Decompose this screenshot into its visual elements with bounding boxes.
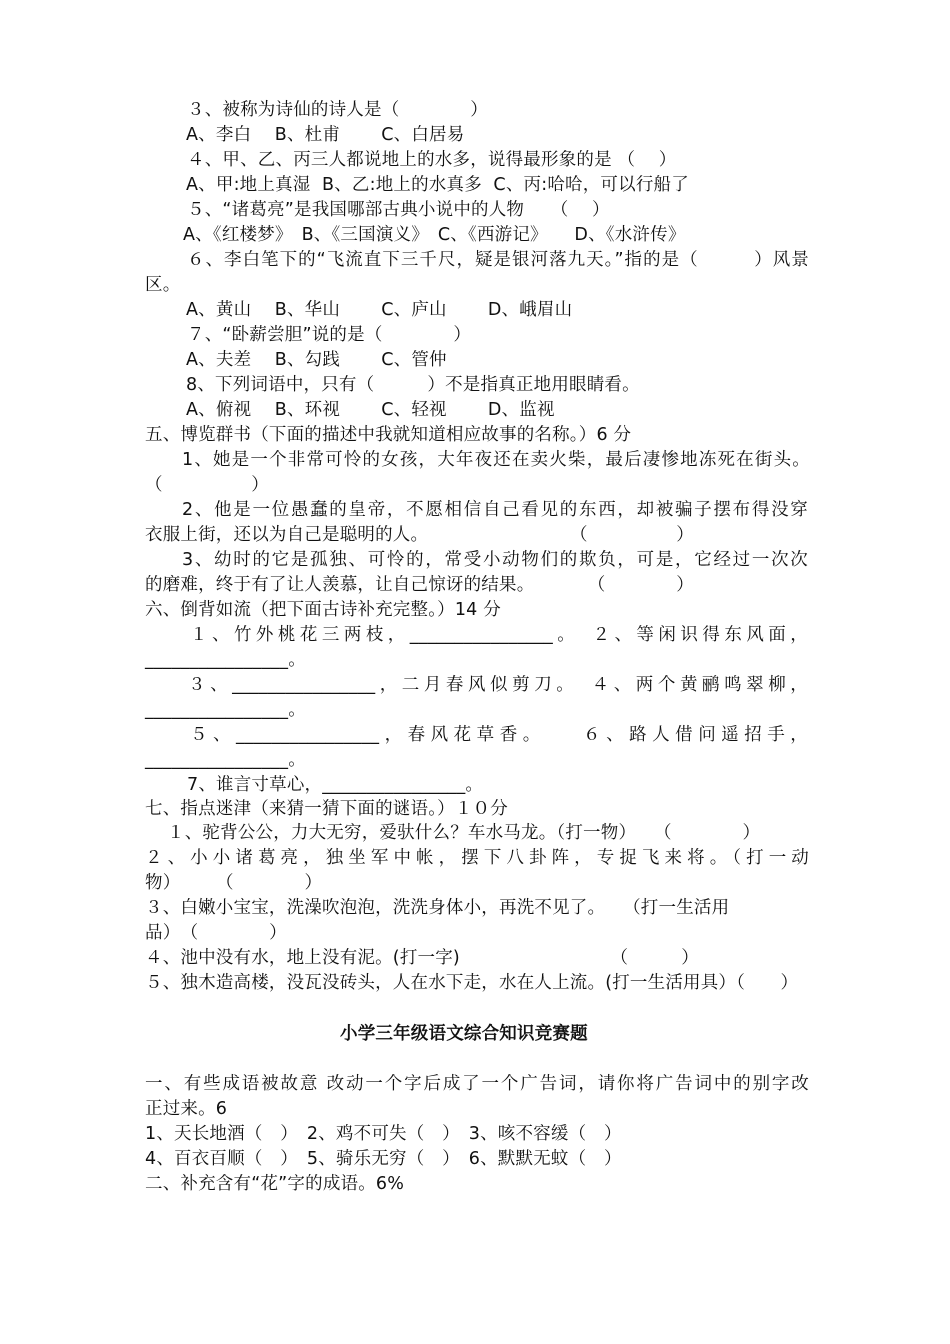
riddle-3-line-2: 品） （ ）: [145, 923, 287, 943]
contest-title: 小学三年级语文综合知识竞赛题: [340, 1024, 588, 1044]
question-8-options: A、俯视 B、环视 C、轻视 D、监视: [186, 400, 555, 420]
section-5-q2-line-2: 衣服上街，还以为自己是聪明的人。 （ ）: [145, 525, 694, 545]
idiom-row-1: 1、天长地酒（ ） 2、鸡不可失（ ） 3、咳不容缓（ ）: [145, 1124, 622, 1144]
question-6-options: A、黄山 B、华山 C、庐山 D、峨眉山: [186, 300, 573, 320]
section-5-q3-line-2: 的磨难，终于有了让人羡慕，让自己惊讶的结果。 （ ）: [145, 575, 694, 595]
section-5-q3-line-1: 3、幼时的它是孤独、可怜的，常受小动物们的欺负，可是，它经过一次次: [182, 550, 808, 570]
riddle-5: ５、独木造高楼，没瓦没砖头，人在水下走，水在人上流。(打一生活用具）（ ）: [145, 973, 799, 993]
riddle-3-line-1: ３、白嫩小宝宝，洗澡吹泡泡，洗洗身体小，再洗不见了。 （打一生活用: [145, 898, 730, 918]
question-4: ４、甲、乙、丙三人都说地上的水多，说得最形象的是 （ ）: [187, 150, 677, 170]
poem-line-1: １、竹外桃花三两枝，________________。 ２、等闲识得东风面，: [190, 625, 808, 645]
section-7-heading: 七、指点迷津（来猜一猜下面的谜语。）１０分: [145, 799, 508, 819]
poem-line-1-blank: ________________。: [145, 650, 306, 670]
poem-line-4: 7、谁言寸草心，________________。: [187, 775, 484, 795]
idiom-row-2: 4、百衣百顺（ ） 5、骑乐无穷（ ） 6、默默无蚊（ ）: [145, 1149, 622, 1169]
question-6-line-1: ６、李白笔下的“飞流直下三千尺，疑是银河落九天。”指的是（ ）风景: [187, 250, 809, 270]
poem-line-3: ５、________________，春风花草香。 ６、路人借问遥招手，: [190, 725, 808, 745]
poem-line-3-blank: ________________。: [145, 750, 306, 770]
section-5-q1-line-1: 1、她是一个非常可怜的女孩，大年夜还在卖火柴，最后凄惨地冻死在街头。: [182, 450, 810, 470]
riddle-2-line-1: ２、小小诸葛亮，独坐军中帐，摆下八卦阵，专捉飞来将。（打一动: [145, 848, 809, 868]
question-8: 8、下列词语中，只有（ ）不是指真正地用眼睛看。: [186, 375, 640, 395]
question-3-options: A、李白 B、杜甫 C、白居易: [186, 125, 465, 145]
question-7: ７、“卧薪尝胆”说的是（ ）: [187, 325, 472, 345]
section-6-heading: 六、倒背如流（把下面古诗补充完整。）14 分: [145, 600, 501, 620]
question-5: ５、“诸葛亮”是我国哪部古典小说中的人物 （ ）: [187, 200, 610, 220]
section-5-heading: 五、博览群书（下面的描述中我就知道相应故事的名称。）6 分: [145, 425, 632, 445]
section-5-q1-line-2: （ ）: [145, 475, 269, 495]
question-6-line-2: 区。: [145, 275, 181, 295]
question-4-options: A、甲:地上真湿 B、乙:地上的水真多 C、丙:哈哈，可以行船了: [186, 175, 689, 195]
riddle-4: ４、池中没有水，地上没有泥。(打一字) （ ）: [145, 948, 700, 968]
poem-line-2-blank: ________________。: [145, 700, 306, 720]
contest-section-2: 二、补充含有“花”字的成语。6%: [145, 1174, 405, 1194]
contest-section-1-line-2: 正过来。6: [145, 1099, 228, 1119]
section-5-q2-line-1: 2、他是一位愚蠢的皇帝，不愿相信自己看见的东西，却被骗子摆布得没穿: [182, 500, 808, 520]
question-5-options: A、《红楼梦》 B、《三国演义》 C、《西游记》 D、《水浒传》: [183, 225, 686, 245]
riddle-2-line-2: 物） （ ）: [145, 873, 323, 893]
question-7-options: A、夫差 B、勾践 C、管仲: [186, 350, 447, 370]
poem-line-2: ３、________________，二月春风似剪刀。 ４、两个黄鹂鸣翠柳，: [188, 675, 808, 695]
contest-section-1-line-1: 一、有些成语被故意 改动一个字后成了一个广告词，请你将广告词中的别字改: [145, 1074, 809, 1094]
riddle-1: １、驼背公公，力大无穷，爱驮什么？车水马龙。（打一物） （ ）: [167, 823, 761, 843]
question-3: ３、被称为诗仙的诗人是（ ）: [187, 100, 488, 120]
